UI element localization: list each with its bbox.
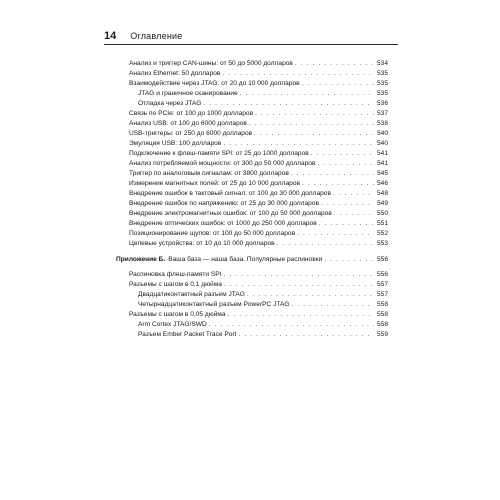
toc-entry-page: 558 — [376, 301, 388, 308]
toc-entry-title: Разъемы с шагом в 0,05 дюйма — [129, 311, 226, 318]
toc-leader-dots — [291, 169, 374, 179]
toc-entry-page: 538 — [376, 120, 388, 127]
toc-leader-dots — [333, 189, 374, 199]
toc-leader-dots — [292, 300, 374, 310]
toc-entry-page: 559 — [376, 331, 388, 338]
toc-entry-title: Четырнадцатиконтактный разъем PowerPC JTAG — [138, 301, 290, 308]
toc-entry-title: USB-триггеры: от 250 до 6000 долларов — [129, 130, 253, 137]
toc-leader-dots — [203, 99, 374, 109]
toc-entry-title: Триггер по аналоговым сигналам: от 3800 долларов — [129, 170, 289, 177]
toc-entry-title: Arm Cortex JTAG/SWD — [138, 321, 207, 328]
toc-entry-page: 535 — [376, 80, 388, 87]
toc-entry[interactable] — [129, 169, 388, 179]
toc-entry-title: Разъемы с шагом в 0,1 дюйма — [129, 281, 222, 288]
toc-entry-title: Измерение магнитных полей: от 25 до 10 000 долларов — [129, 180, 300, 187]
toc-entry-page: 556 — [376, 256, 388, 263]
toc-leader-dots — [255, 109, 374, 119]
toc-leader-dots — [324, 255, 374, 265]
toc-entry-title: Подключение к флеш-памяти SPI: от 25 до 1000 долларов — [129, 150, 309, 157]
toc-entry[interactable] — [129, 239, 388, 249]
chapter-label: Приложение Б. — [116, 256, 166, 263]
toc-entry-page: 545 — [376, 170, 388, 177]
toc-leader-dots — [334, 209, 374, 219]
toc-entry[interactable] — [129, 189, 388, 199]
toc-entry-page: 550 — [376, 210, 388, 217]
toc-entry-title: Целевые устройства: от 10 до 10 000 долларов — [129, 240, 275, 247]
chapter-title: Ваша база — наша база. Популярные распиновки — [168, 256, 323, 263]
toc-leader-dots — [295, 59, 374, 69]
toc-entry[interactable] — [129, 159, 388, 169]
toc-entry-title: Двадцатиконтактный разъем JTAG — [138, 291, 245, 298]
toc-entry-page: 557 — [376, 291, 388, 298]
toc-leader-dots — [311, 149, 374, 159]
toc-entry[interactable] — [129, 199, 388, 209]
toc-entry[interactable] — [138, 330, 388, 340]
toc-leader-dots — [222, 69, 374, 79]
toc-entry-title: Внедрение ошибок в тактовый сигнал: от 100 до 30 000 долларов — [129, 190, 331, 197]
toc-entry-page: 541 — [376, 150, 388, 157]
toc-leader-dots — [228, 310, 374, 320]
toc-leader-dots — [247, 290, 374, 300]
toc-entry-page: 553 — [376, 240, 388, 247]
toc-entry-page: 540 — [376, 130, 388, 137]
toc-entry-page: 536 — [376, 100, 388, 107]
toc-entry-title: Анализ и триггер CAN-шины: от 50 до 5000 долларов — [129, 60, 293, 67]
toc-entry-title: Эмуляция USB: 100 долларов — [129, 140, 222, 147]
toc-entry-title: Анализ Ethernet: 50 долларов — [129, 70, 221, 77]
toc-entry-page: 558 — [376, 311, 388, 318]
toc-entry-title: Внедрение оптических ошибок: от 1000 до 250 000 долларов — [129, 220, 317, 227]
toc-entry-page: 556 — [376, 271, 388, 278]
toc-leader-dots — [224, 280, 374, 290]
toc-entry[interactable] — [129, 209, 388, 219]
toc-chapter-entry[interactable] — [116, 255, 388, 265]
toc-leader-dots — [240, 89, 374, 99]
toc-leader-dots — [302, 179, 374, 189]
toc-entry-page: 535 — [376, 70, 388, 77]
toc-entry-title: Взаимодействие через JTAG: от 20 до 10 000 долларов — [129, 80, 300, 87]
toc-entry-page: 558 — [376, 321, 388, 328]
toc-leader-dots — [224, 270, 374, 280]
page-number: 14 — [104, 30, 117, 42]
toc-entry[interactable] — [129, 119, 388, 129]
toc-entry[interactable] — [129, 280, 388, 290]
toc-entry-title: Анализ потребляемой мощности: от 300 до 50 000 долларов — [129, 160, 316, 167]
toc-entry-title: Анализ USB: от 100 до 6000 долларов — [129, 120, 247, 127]
toc-entry-page: 557 — [376, 281, 388, 288]
toc-entry-title: JTAG и граничное сканирование — [138, 90, 238, 97]
toc-leader-dots — [209, 320, 374, 330]
toc-entry[interactable] — [129, 149, 388, 159]
toc-entry[interactable] — [129, 179, 388, 189]
toc-entry[interactable] — [138, 290, 388, 300]
toc-entry-page: 541 — [376, 160, 388, 167]
toc-entry-page: 548 — [376, 190, 388, 197]
toc-entry-page: 537 — [376, 110, 388, 117]
toc-leader-dots — [223, 139, 374, 149]
toc-entry[interactable] — [138, 99, 388, 109]
toc-entry-title: Внедрение электромагнитных ошибок: от 100 до 50 000 долларов — [129, 210, 332, 217]
toc-entry-page: 551 — [376, 220, 388, 227]
toc-leader-dots — [277, 239, 374, 249]
toc-entry[interactable] — [129, 229, 388, 239]
toc-entry-page: 546 — [376, 180, 388, 187]
toc-leader-dots — [238, 330, 374, 340]
toc-entry-title: Отладка через JTAG — [138, 100, 202, 107]
toc-leader-dots — [297, 229, 374, 239]
toc-leader-dots — [319, 219, 374, 229]
toc-entry[interactable] — [129, 69, 388, 79]
section-title: Оглавление — [130, 31, 183, 41]
toc-entry[interactable] — [129, 310, 388, 320]
toc-entry-page: 535 — [376, 90, 388, 97]
toc-entry-title: Разъем Ember Packet Trace Port — [138, 331, 237, 338]
toc-entry[interactable] — [129, 79, 388, 89]
toc-leader-dots — [302, 79, 374, 89]
toc-leader-dots — [321, 199, 374, 209]
toc-entry[interactable] — [129, 59, 388, 69]
toc-entry-page: 540 — [376, 140, 388, 147]
toc-entry[interactable] — [129, 270, 388, 280]
toc-leader-dots — [317, 159, 374, 169]
toc-entry[interactable] — [138, 89, 388, 99]
toc-entry[interactable] — [129, 139, 388, 149]
toc-entry[interactable] — [138, 300, 388, 310]
toc-entry[interactable] — [129, 109, 388, 119]
toc-entry-page: 534 — [376, 60, 388, 67]
toc-entry-title: Внедрение ошибок по напряжению: от 25 до 30 000 долларов — [129, 200, 319, 207]
toc-entry[interactable] — [138, 320, 388, 330]
toc-entry-page: 549 — [376, 200, 388, 207]
toc-entry-page: 552 — [376, 230, 388, 237]
toc-entry[interactable] — [129, 219, 388, 229]
toc-entry-title: Связь по PCIe: от 100 до 1000 долларов — [129, 110, 254, 117]
toc-entry-title: Позиционирование щупов: от 100 до 50 000 долларов — [129, 230, 296, 237]
toc-entry-title: Распиновка флеш-памяти SPI — [129, 271, 222, 278]
toc-leader-dots — [254, 129, 374, 139]
toc-entry[interactable] — [129, 129, 388, 139]
toc-leader-dots — [249, 119, 374, 129]
